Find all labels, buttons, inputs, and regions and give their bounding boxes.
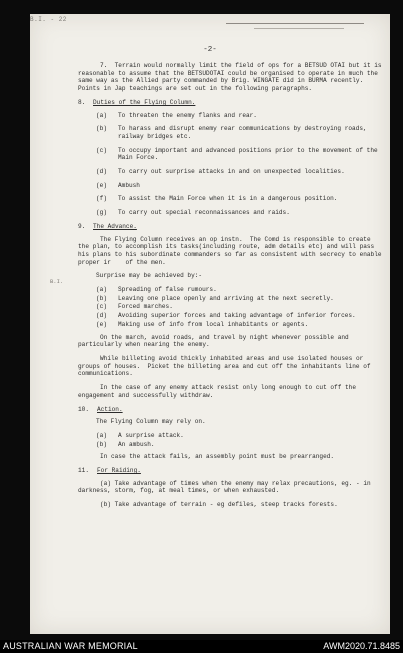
list-item: (b) Leaving one place openly and arriving at the next secretly. — [96, 294, 334, 302]
section-title: Action. — [97, 405, 123, 413]
surprise-list — [78, 286, 382, 329]
section-title: Duties of the Flying Column. — [93, 98, 196, 106]
top-reference: B.I. - 22 — [30, 16, 67, 23]
section-11-heading — [78, 467, 382, 475]
march-paragraph: On the march, avoid roads, and travel by night whenever possible and particularly when nearing the enemy. — [78, 333, 353, 349]
billeting-paragraph: While billeting avoid thickly inhabited areas and use isolated houses or groups of houses. Picket the billeting area and cut off the inhabitants line of communications. — [78, 354, 375, 378]
section-number: 10. — [78, 405, 89, 413]
section-10-fails: In case the attack fails, an assembly point must be prearranged. — [100, 453, 335, 461]
institution-label: AUSTRALIAN WAR MEMORIAL — [3, 641, 138, 651]
margin-note: B.I. — [50, 278, 64, 285]
list-item: (g) To carry out special reconnaissances and raids. — [96, 209, 290, 217]
section-10-heading — [78, 406, 382, 414]
list-item: (d) To carry out surprise attacks in and on unexpected localities. — [96, 168, 345, 176]
document-body — [78, 62, 386, 515]
section-title: For Raiding. — [97, 467, 141, 475]
section-number: 9. — [78, 222, 86, 230]
accession-number: AWM2020.71.8485 — [323, 641, 400, 651]
document-page — [30, 14, 390, 634]
list-item: (d) Avoiding superior forces and taking advantage of inferior forces. — [96, 312, 356, 320]
attack-paragraph: In the case of any enemy attack resist only long enough to cut off the engagement and successfully withdraw. — [78, 384, 360, 399]
stamp-line — [254, 28, 344, 29]
list-item: (c) To occupy important and advanced positions prior to the movement of the Main Force. — [96, 146, 378, 162]
archive-caption-bar — [0, 640, 403, 653]
list-item: (b) To harass and disrupt enemy rear communications by destroying roads, railway bridges etc. — [96, 125, 367, 140]
section-8-list — [78, 112, 382, 217]
section-title: The Advance. — [93, 222, 137, 230]
list-item: (a) To threaten the enemy flanks and rear. — [96, 111, 257, 119]
section-number: 8. — [78, 98, 86, 106]
section-10-intro: The Flying Column may rely on. — [96, 418, 206, 426]
list-item: (f) To assist the Main Force when it is in a dangerous position. — [96, 195, 338, 203]
list-item: (a) A surprise attack. — [96, 431, 184, 439]
list-item: (c) Forced marches. — [96, 303, 173, 311]
surprise-intro: Surprise may be achieved by:- — [96, 272, 203, 280]
section-10-list — [78, 432, 382, 448]
list-item: (a) Spreading of false rumours. — [96, 286, 217, 294]
stamp-line — [226, 23, 364, 24]
paragraph-7: 7. Terrain would normally limit the field of ops for a BETSUD OTAI but it is reasonable to assume that the BETSUDOTAI could be organised to operate in much the same way as the Allied party commanded by Brig. WINGATE did in BURMA recently. Points in Jap teachings are set out in the following paragraphs. — [78, 62, 386, 93]
raiding-item-b: (b) Take advantage of terrain - eg defiles, steep tracks forests. — [100, 501, 338, 509]
list-item: (e) Making use of info from local inhabitants or agents. — [96, 320, 309, 328]
page-number: -2- — [203, 46, 217, 54]
raiding-item-a: (a) Take advantage of times when the enemy may relax precautions, eg. - in darkness, storm, fog, at meal times, or when exhausted. — [78, 479, 375, 495]
section-number: 11. — [78, 467, 89, 475]
list-item: (e) Ambush — [96, 181, 140, 189]
list-item: (b) An ambush. — [96, 440, 155, 448]
section-9-heading — [78, 223, 382, 231]
section-8-heading — [78, 99, 382, 107]
section-9-intro: The Flying Column receives an op instn. The Comd is responsible to create the plan, to accomplish its tasks(including route, adm details etc) and will pass his plans to his subordinate commanders so far as consistent with secrecy to enable proper ir of the men. — [78, 235, 386, 266]
